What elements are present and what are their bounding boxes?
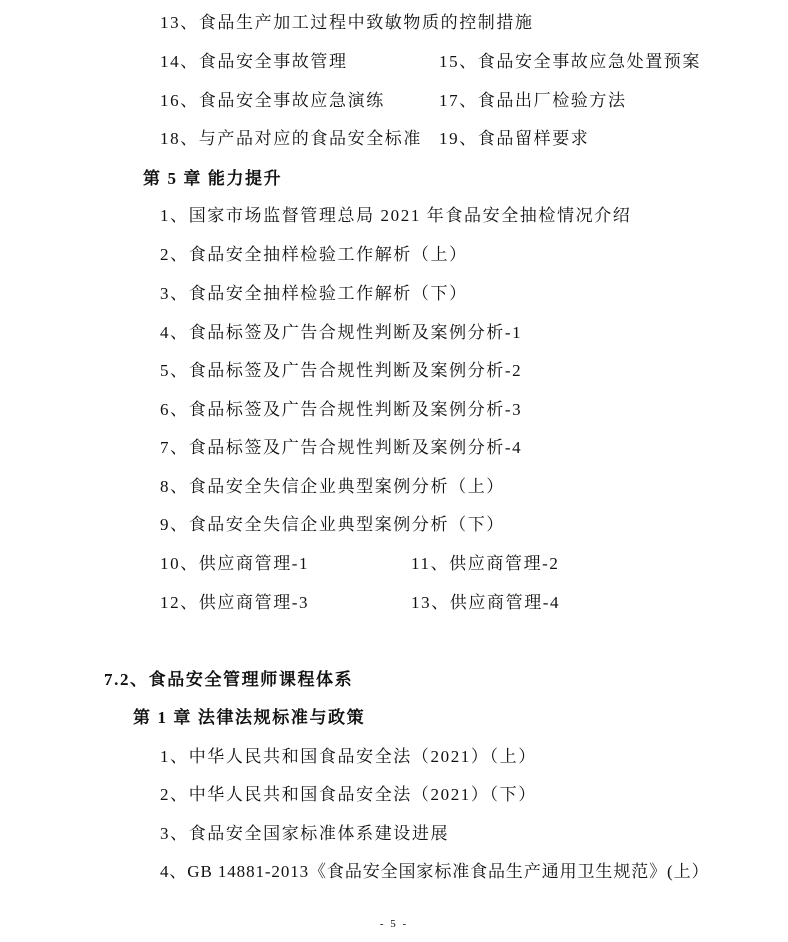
list-item: 6、食品标签及广告合规性判断及案例分析-3 [160, 400, 523, 419]
list-item: 9、食品安全失信企业典型案例分析（下） [160, 515, 505, 534]
page-number: - 5 - [379, 918, 409, 930]
list-item: 17、食品出厂检验方法 [439, 91, 627, 110]
chapter-heading: 第 1 章 法律法规标准与政策 [133, 708, 366, 727]
list-item: 2、中华人民共和国食品安全法（2021）（下） [160, 785, 537, 804]
list-item: 16、食品安全事故应急演练 [160, 91, 385, 110]
list-item: 11、供应商管理-2 [411, 554, 560, 573]
list-item: 18、与产品对应的食品安全标准 [160, 129, 422, 148]
list-item: 4、食品标签及广告合规性判断及案例分析-1 [160, 323, 523, 342]
list-item: 4、GB 14881-2013《食品安全国家标准食品生产通用卫生规范》(上） [160, 862, 710, 881]
list-item: 13、供应商管理-4 [411, 593, 561, 612]
list-item: 1、国家市场监督管理总局 2021 年食品安全抽检情况介绍 [160, 206, 632, 225]
list-item: 13、食品生产加工过程中致敏物质的控制措施 [160, 13, 534, 32]
list-item: 2、食品安全抽样检验工作解析（上） [160, 245, 468, 264]
list-item: 3、食品安全抽样检验工作解析（下） [160, 284, 468, 303]
list-item: 14、食品安全事故管理 [160, 52, 348, 71]
list-item: 8、食品安全失信企业典型案例分析（上） [160, 477, 505, 496]
list-item: 15、食品安全事故应急处置预案 [439, 52, 701, 71]
list-item: 12、供应商管理-3 [160, 593, 310, 612]
list-item: 7、食品标签及广告合规性判断及案例分析-4 [160, 438, 523, 457]
list-item: 19、食品留样要求 [439, 129, 590, 148]
list-item: 5、食品标签及广告合规性判断及案例分析-2 [160, 361, 523, 380]
list-item: 1、中华人民共和国食品安全法（2021）（上） [160, 747, 537, 766]
list-item: 3、食品安全国家标准体系建设进展 [160, 824, 450, 843]
chapter-heading: 第 5 章 能力提升 [143, 169, 283, 188]
list-item: 10、供应商管理-1 [160, 554, 310, 573]
section-heading: 7.2、食品安全管理师课程体系 [104, 670, 354, 689]
